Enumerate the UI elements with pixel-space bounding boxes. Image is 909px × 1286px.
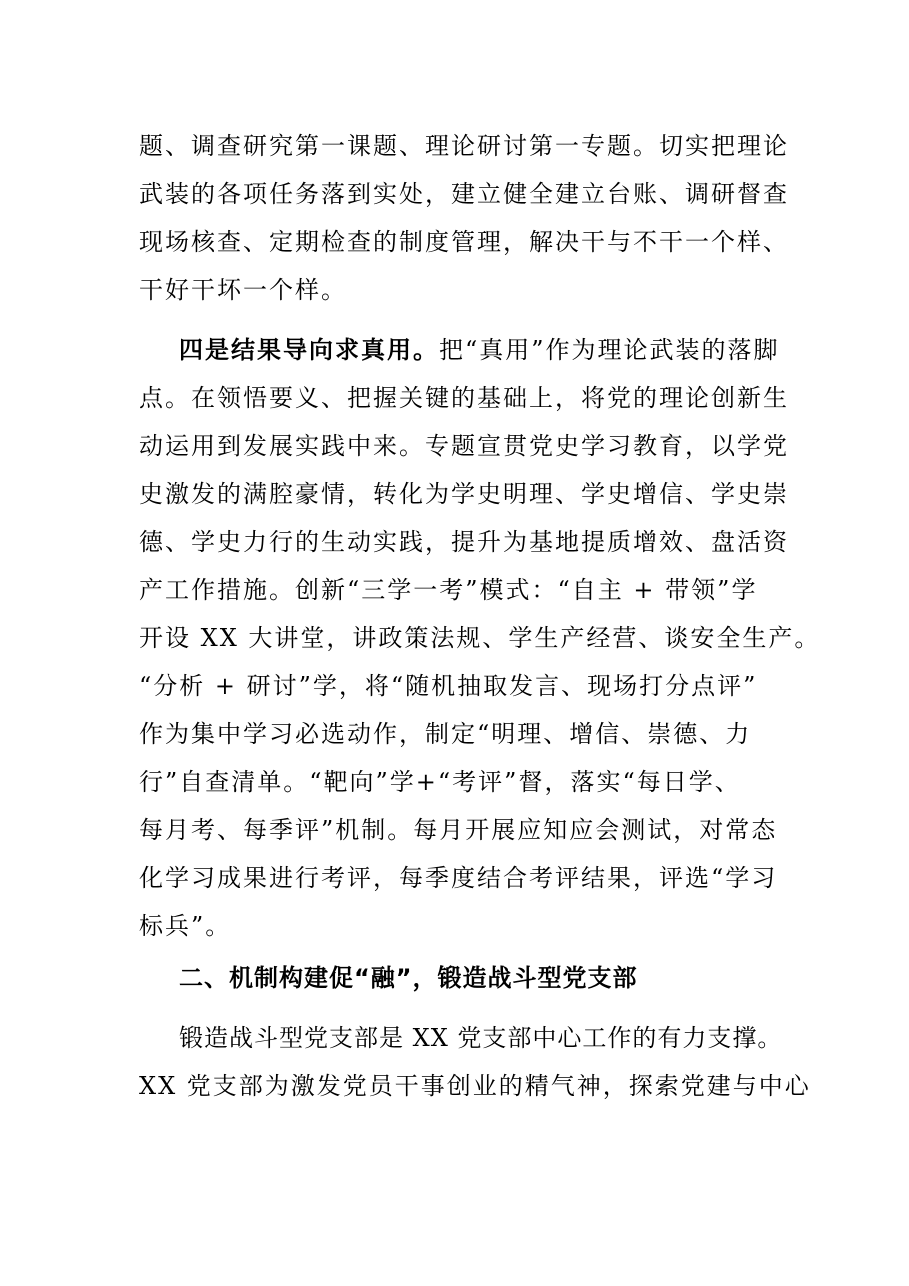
paragraph-line: 动运用到发展实践中来。专题宣贯党史学习教育，以学党 [139, 432, 789, 460]
paragraph-line: 锻造战斗型党支部是 XX 党支部中心工作的有力支撑。 [179, 1024, 783, 1052]
paragraph-line: 化学习成果进行考评，每季度结合考评结果，评选“学习 [139, 864, 778, 892]
paragraph-line: 史激发的满腔豪情，转化为学史明理、学史增信、学史崇 [139, 480, 789, 508]
paragraph-line: 行”自查清单。“靶向”学+“考评”督，落实“每日学、 [139, 768, 741, 796]
paragraph-line: 作为集中学习必选动作，制定“明理、增信、崇德、力 [139, 720, 752, 748]
paragraph-line: 标兵”。 [139, 912, 232, 940]
section-heading: 二、机制构建促“融”，锻造战斗型党支部 [179, 964, 638, 992]
paragraph-line: “分析 + 研讨”学，将“随机抽取发言、现场打分点评” [139, 672, 758, 700]
paragraph-lead: 四是结果导向求真用。 [179, 336, 439, 364]
paragraph-line: 武装的各项任务落到实处，建立健全建立台账、调研督查 [139, 180, 789, 208]
paragraph-line: 德、学史力行的生动实践，提升为基地提质增效、盘活资 [139, 528, 789, 556]
paragraph-line: 产工作措施。创新“三学一考”模式：“自主 + 带领”学 [139, 576, 758, 604]
paragraph-first-line [179, 335, 780, 365]
paragraph-line: 点。在领悟要义、把握关键的基础上，将党的理论创新生 [139, 384, 789, 412]
paragraph-line-text: 把“真用”作为理论武装的落脚 [439, 336, 780, 364]
paragraph-line: 开设 XX 大讲堂，讲政策法规、学生产经营、谈安全生产。 [139, 624, 821, 652]
paragraph-line: XX 党支部为激发党员干事创业的精气神，探索党建与中心 [139, 1072, 811, 1100]
paragraph-line: 每月考、每季评”机制。每月开展应知应会测试，对常态 [139, 816, 778, 844]
paragraph-line: 干好干坏一个样。 [139, 276, 347, 304]
paragraph-line: 题、调查研究第一课题、理论研讨第一专题。切实把理论 [139, 132, 789, 160]
paragraph-line: 现场核查、定期检查的制度管理，解决干与不干一个样、 [139, 228, 789, 256]
